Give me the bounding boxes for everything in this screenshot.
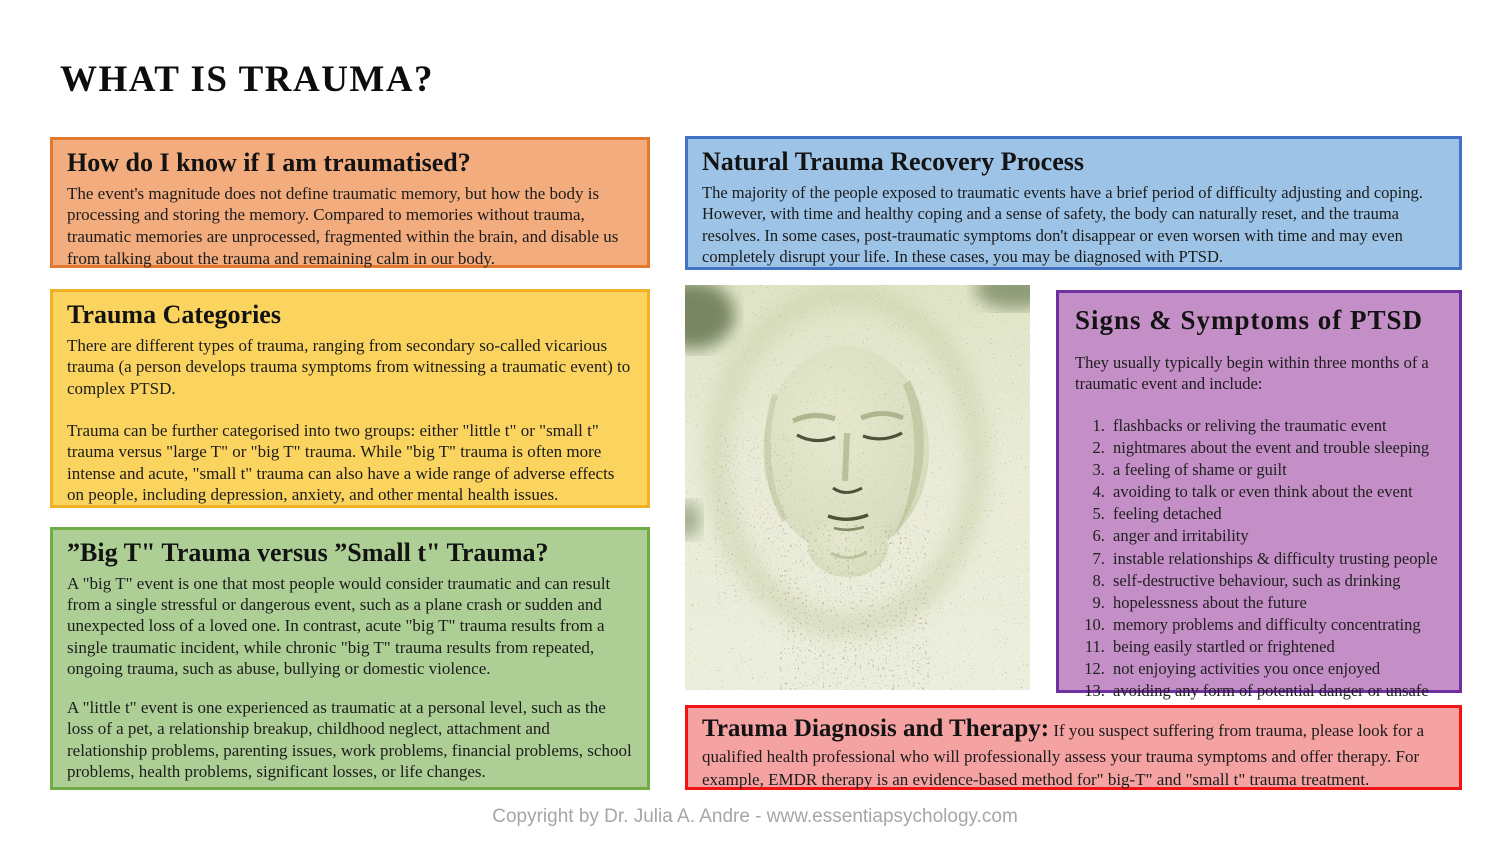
box-big-t-paragraph-2: A "little t" event is one experienced as traumatic at a personal level, such as the loss of a pet, a relationship breakup, childhood neglect, attachment and relationship problems, parenting issues, work problems, financial problems, school problems, health problems, significant losses, or life changes. <box>67 698 632 781</box>
symptom-list-item: 13. avoiding any form of potential danger or unsafe <box>1109 680 1443 701</box>
box-signs-symptoms-title: Signs & Symptoms of PTSD <box>1075 305 1424 335</box>
face-sculpture-svg <box>685 285 1030 690</box>
box-diagnosis-title: Trauma Diagnosis and Therapy: <box>702 715 1050 742</box>
face-sculpture-image <box>685 285 1030 690</box>
symptom-list-item: 9. hopelessness about the future <box>1109 592 1443 613</box>
box-trauma-categories-paragraph-2: Trauma can be further categorised into two groups: either "little t" or "small t" trauma versus "large T" or "big T" trauma. While "big T" trauma is often more intense and acute, "small t" trauma can also have a wide range of adverse effects on people, including depression, anxiety, and other mental health issues. <box>67 420 615 505</box>
box-big-t-vs-small-t <box>50 527 650 790</box>
symptom-list-item: 12. not enjoying activities you once enjoyed <box>1109 658 1443 679</box>
symptom-list-item: 11. being easily startled or frightened <box>1109 636 1443 657</box>
box-how-do-i-know-body: The event's magnitude does not define traumatic memory, but how the body is processing and storing the memory. Compared to memories without trauma, traumatic memories are unprocessed, fragmented within the brain, and disable us from talking about the trauma and remaining calm in our body. <box>67 183 619 268</box>
box-natural-recovery-body: The majority of the people exposed to traumatic events have a brief period of difficulty adjusting and coping. However, with time and healthy coping and a sense of safety, the body can naturally reset, and the trauma resolves. In some cases, post-traumatic symptoms don't disappear or even worsen with time and may even completely disrupt your life. In these cases, you may be diagnosed with PTSD. <box>702 182 1423 267</box>
copyright-footer: Copyright by Dr. Julia A. Andre - www.essentiapsychology.com <box>492 806 1018 827</box>
symptom-list-item: 5. feeling detached <box>1109 503 1443 524</box>
box-big-t-vs-small-t-title: ”Big T" Trauma versus ”Small t" Trauma? <box>67 538 549 567</box>
box-natural-recovery <box>685 136 1462 270</box>
box-signs-symptoms-ptsd <box>1056 290 1462 701</box>
box-how-do-i-know <box>50 137 650 268</box>
symptom-list-item: 10. memory problems and difficulty concentrating <box>1109 614 1443 635</box>
symptom-list-item: 3. a feeling of shame or guilt <box>1109 459 1443 480</box>
box-diagnosis-paragraph <box>702 712 1445 792</box>
symptom-list-item: 6. anger and irritability <box>1109 525 1443 546</box>
box-diagnosis-body: If you suspect suffering from trauma, please look for a qualified health professional who will professionally assess your trauma symptoms and offer therapy. For example, EMDR therapy is an evidence-based method for" big-T" and "small t" trauma treatment. <box>702 721 1425 789</box>
page-title: WHAT IS TRAUMA? <box>60 59 435 100</box>
symptom-list-item: 8. self-destructive behaviour, such as drinking <box>1109 570 1443 591</box>
symptom-list-item: 2. nightmares about the event and trouble sleeping <box>1109 437 1443 458</box>
symptom-list-item: 7. instable relationships & difficulty trusting people <box>1109 548 1443 569</box>
box-big-t-paragraph-1: A "big T" event is one that most people would consider traumatic and can result from a single stressful or dangerous event, such as a plane crash or sudden and unexpected loss of a loved one. In contrast, acute "big T" trauma results from a single traumatic incident, while chronic "big T" trauma results from repeated, ongoing trauma, such as abuse, bullying or domestic violence. <box>67 573 611 678</box>
symptom-list <box>1075 415 1443 701</box>
box-trauma-categories-paragraph-1: There are different types of trauma, ranging from secondary so-called vicarious trauma (a person develops trauma symptoms from witnessing a traumatic event) to complex PTSD. <box>67 335 631 399</box>
box-trauma-categories-title: Trauma Categories <box>67 300 281 329</box>
box-signs-symptoms-intro: They usually typically begin within three months of a traumatic event and include: <box>1075 353 1429 394</box>
box-how-do-i-know-title: How do I know if I am traumatised? <box>67 148 471 177</box>
box-trauma-categories <box>50 289 650 508</box>
symptom-list-item: 4. avoiding to talk or even think about the event <box>1109 481 1443 502</box>
box-natural-recovery-title: Natural Trauma Recovery Process <box>702 147 1084 176</box>
box-diagnosis-therapy <box>685 705 1462 790</box>
symptom-list-item: 1. flashbacks or reliving the traumatic event <box>1109 415 1443 436</box>
